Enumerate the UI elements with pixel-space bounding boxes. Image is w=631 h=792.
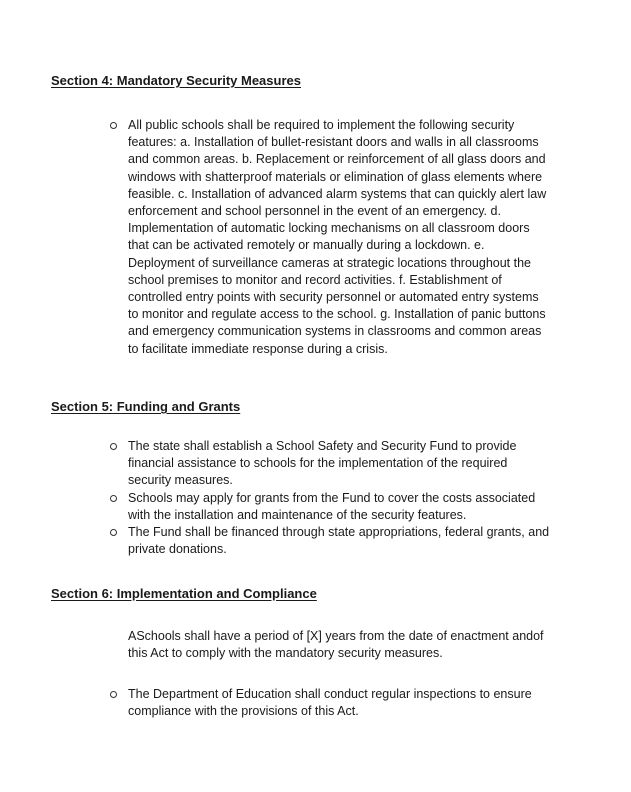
list-item-text: Schools may apply for grants from the Fund to cover the costs associated with the installation and maintenance of the security features. xyxy=(128,490,536,522)
hollow-bullet-icon xyxy=(110,529,117,536)
hollow-bullet-icon xyxy=(110,122,117,129)
hollow-bullet-icon xyxy=(110,495,117,502)
section-4-list xyxy=(110,117,550,358)
list-item-text: All public schools shall be required to implement the following security features: a. Installation of bullet-resistant doors and walls in all classrooms and common areas. b. Replacement or reinforcement of all glass doors and windows with shatterproof materials or elimination of glass elements where feasible. c. Installation of advanced alarm systems that can quickly alert law enforcement and school personnel in the event of an emergency. d. Implementation of automatic locking mechanisms on all classroom doors that can be activated remotely or manually during a lockdown. e. Deployment of surveillance cameras at strategic locations throughout the school premises to monitor and record activities. f. Establishment of controlled entry points with security personnel or automated entry systems to monitor and regulate access to the school. g. Installation of panic buttons and emergency communication systems in classrooms and common areas to facilitate immediate response during a crisis. xyxy=(128,118,547,356)
list-item xyxy=(110,490,550,524)
list-item-text: The Fund shall be financed through state appropriations, federal grants, and private donations. xyxy=(128,525,550,557)
list-item-text: The state shall establish a School Safety and Security Fund to provide financial assistance to schools for the implementation of the required security measures. xyxy=(128,439,517,488)
section-6-paragraph: ASchools shall have a period of [X] years from the date of enactment andof this Act to comply with the mandatory security measures. xyxy=(128,629,544,661)
list-item xyxy=(110,686,550,720)
list-item xyxy=(110,524,550,558)
list-item xyxy=(110,117,550,358)
list-item-text: The Department of Education shall conduct regular inspections to ensure compliance with the provisions of this Act. xyxy=(128,687,532,719)
section-5-list xyxy=(110,438,550,558)
section-6-list xyxy=(110,686,550,720)
hollow-bullet-icon xyxy=(110,443,117,450)
section-5-heading: Section 5: Funding and Grants xyxy=(51,399,241,414)
section-6-heading: Section 6: Implementation and Compliance xyxy=(51,586,317,601)
hollow-bullet-icon xyxy=(110,691,117,698)
section-4-heading: Section 4: Mandatory Security Measures xyxy=(51,73,301,88)
list-item xyxy=(110,438,550,490)
